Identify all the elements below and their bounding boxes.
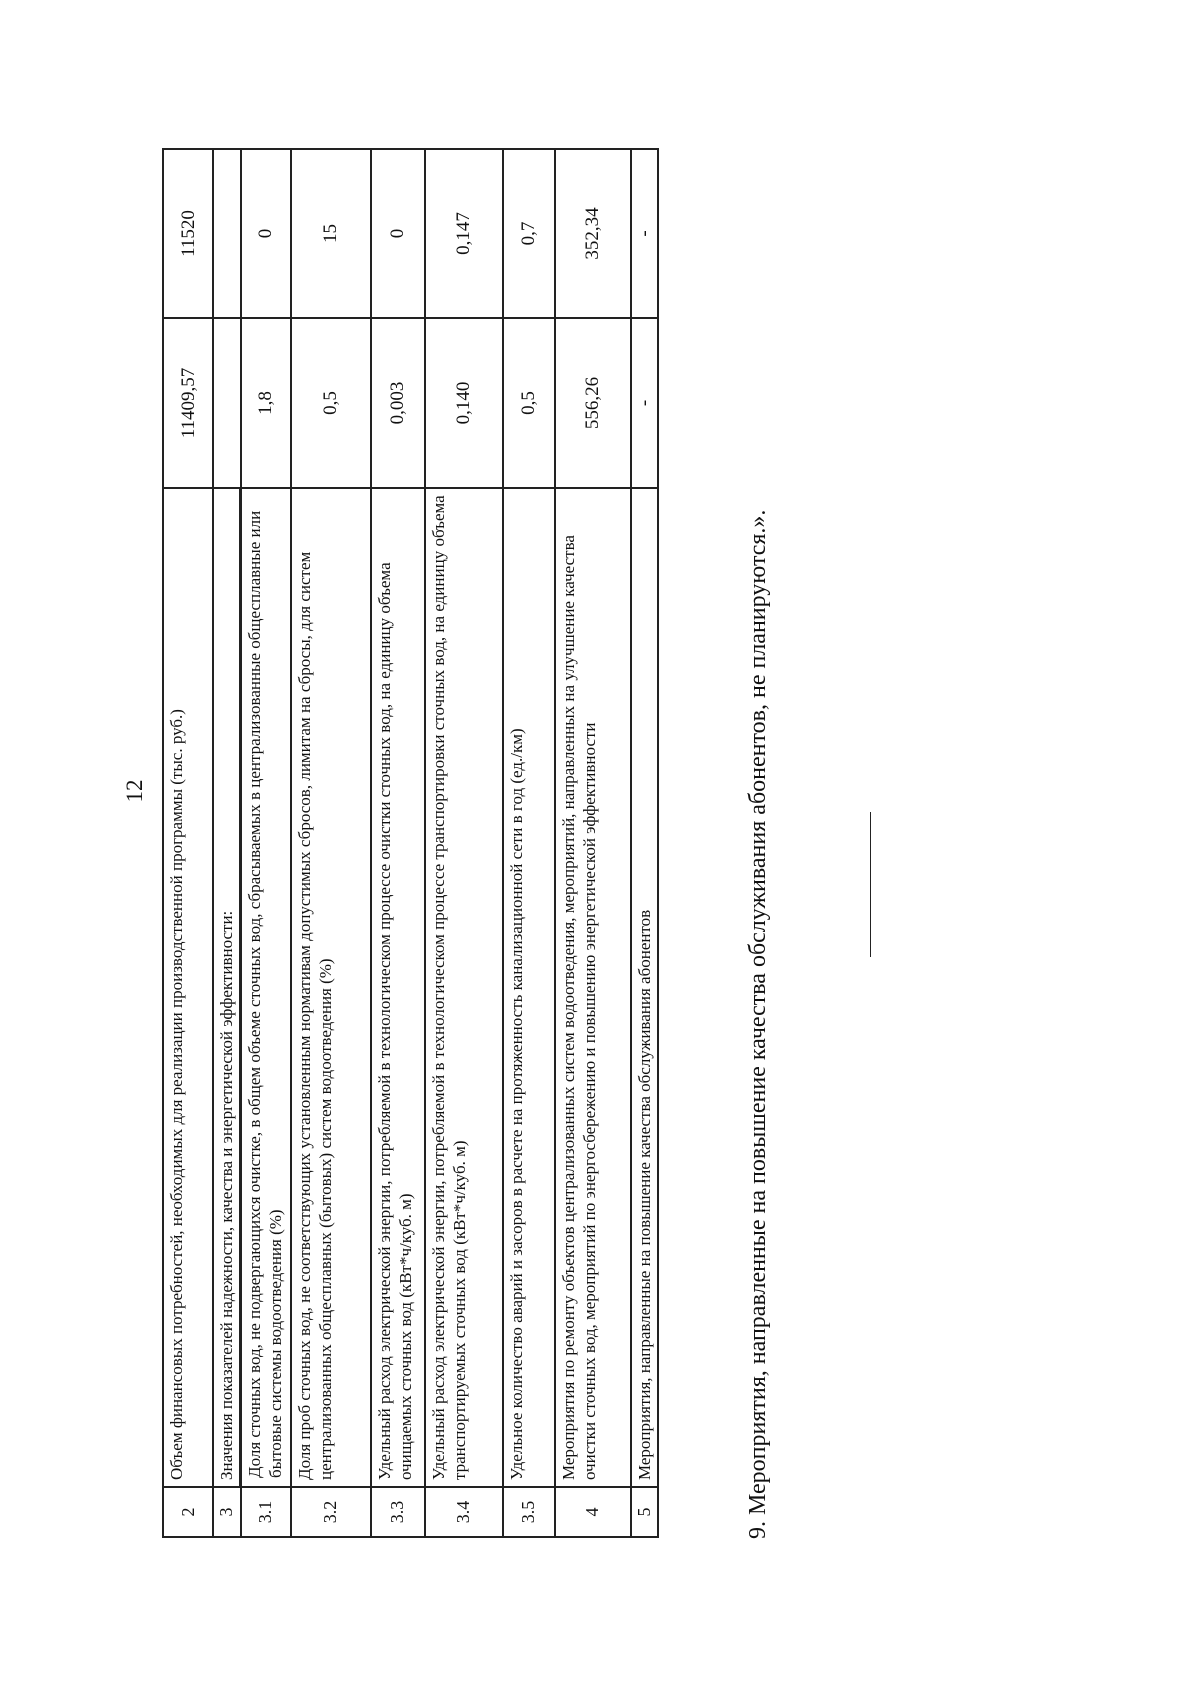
- page-number: 12: [122, 779, 147, 803]
- table-row: [241, 149, 291, 1537]
- row-value-2: 15: [291, 149, 371, 318]
- row-number: 4: [555, 1487, 631, 1537]
- row-value-2: 11520: [163, 149, 213, 318]
- table-row: [371, 149, 425, 1537]
- row-description: Мероприятия, направленные на повышение качества обслуживания абонентов: [631, 488, 658, 1487]
- row-value-1: 1,8: [241, 318, 291, 488]
- row-number: 3.3: [371, 1487, 425, 1537]
- table-row: [213, 149, 241, 1537]
- row-description: Доля проб сточных вод, не соответствующих установленным нормативам допустимых сбросов, лимитам на сбросы, для систем централизованных общесплавных (бытовых) систем водоотведения (%): [291, 488, 371, 1487]
- table-row: [291, 149, 371, 1537]
- row-description: Объем финансовых потребностей, необходимых для реализации производственной программы (тыс. руб.): [163, 488, 213, 1487]
- footer-paragraph: 9. Мероприятия, направленные на повышение качества обслуживания абонентов, не планируются.».: [745, 509, 771, 1539]
- row-value-2: 0,147: [425, 149, 503, 318]
- row-value-1: 0,5: [503, 318, 555, 488]
- row-number: 3.5: [503, 1487, 555, 1537]
- row-number: 3.4: [425, 1487, 503, 1537]
- row-value-2: 0: [241, 149, 291, 318]
- row-number: 5: [631, 1487, 658, 1537]
- row-description: Удельное количество аварий и засоров в расчете на протяженность канализационной сети в год (ед./км): [503, 488, 555, 1487]
- row-value-1: [213, 318, 241, 488]
- row-number: 3: [213, 1487, 241, 1537]
- row-value-2: -: [631, 149, 658, 318]
- row-description: Удельный расход электрической энергии, потребляемой в технологическом процессе очистки сточных вод, на единицу объема очищаемых сточных вод (кВт*ч/куб. м): [371, 488, 425, 1487]
- row-value-1: -: [631, 318, 658, 488]
- table-row: [425, 149, 503, 1537]
- table-row: [503, 149, 555, 1537]
- separator-line: [870, 812, 871, 957]
- row-description: Значения показателей надежности, качества и энергетической эффективности:: [213, 488, 241, 1487]
- table-row: [163, 149, 213, 1537]
- row-value-1: 0,003: [371, 318, 425, 488]
- row-value-2: 0: [371, 149, 425, 318]
- row-value-1: 0,140: [425, 318, 503, 488]
- row-number: 3.2: [291, 1487, 371, 1537]
- table-row: [555, 149, 631, 1537]
- row-description: Мероприятия по ремонту объектов централизованных систем водоотведения, мероприятий, направленных на улучшение качества очистки сточных вод, мероприятий по энергосбережению и повышению энергетической эффективности: [555, 488, 631, 1487]
- indicators-table: [162, 148, 659, 1538]
- row-number: 2: [163, 1487, 213, 1537]
- row-value-1: 0,5: [291, 318, 371, 488]
- row-description: Доля сточных вод, не подвергающихся очистке, в общем объеме сточных вод, сбрасываемых в централизованные общесплавные или бытовые системы водоотведения (%): [241, 488, 291, 1487]
- row-description: Удельный расход электрической энергии, потребляемой в технологическом процессе транспортировки сточных вод, на единицу объема транспортируемых сточных вод (кВт*ч/куб. м): [425, 488, 503, 1487]
- row-value-1: 556,26: [555, 318, 631, 488]
- row-value-2: 352,34: [555, 149, 631, 318]
- row-number: 3.1: [241, 1487, 291, 1537]
- row-value-1: 11409,57: [163, 318, 213, 488]
- row-value-2: [213, 149, 241, 318]
- table-row: [631, 149, 658, 1537]
- row-value-2: 0,7: [503, 149, 555, 318]
